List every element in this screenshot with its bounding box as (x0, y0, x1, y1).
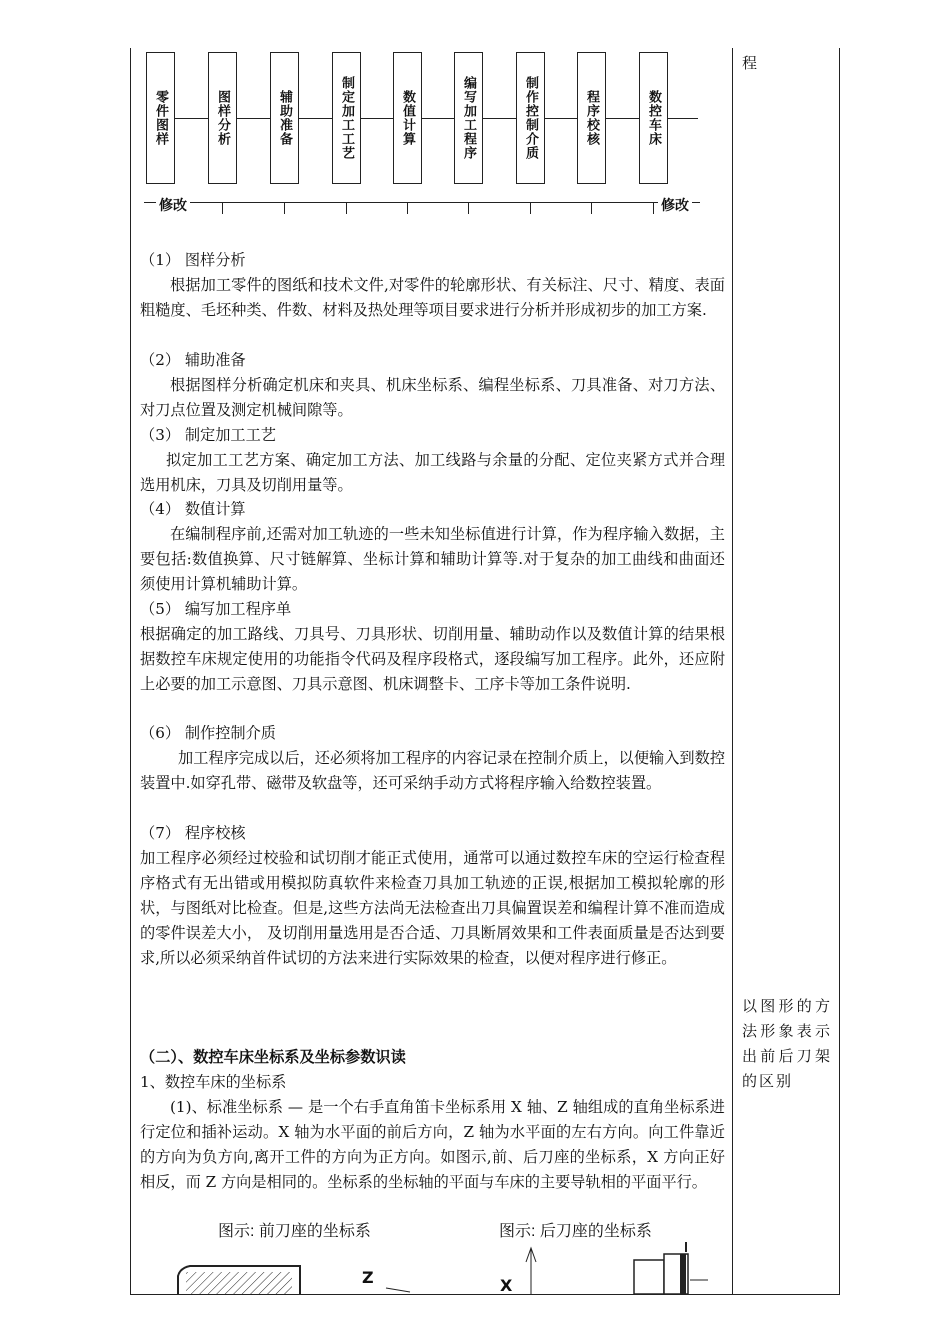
section-7-body: 加工程序必须经过校验和试切削才能正式使用，通常可以通过数控车床的空运行检查程序格式有无出错或用模拟防真软件来检查刀具加工轨迹的正误,根据加工模拟轮廓的形状，与图纸对比检查。但是,这些方法尚无法检查出刀具偏置误差和编程计算不准而造成的零件误差大小， 及切削用量选用是否合适、刀具断屑效果和工件表面质量是否达到要求,所以必须采纳首件试切的方法来进行实际效果的检查，以便对程序进行修正。 (140, 849, 725, 967)
section-1-body: 根据加工零件的图纸和技术文件,对零件的轮廓形状、有关标注、尺寸、精度、表面粗糙度、毛坯种类、件数、材料及热处理等项目要求进行分析并形成初步的加工方案. (140, 276, 725, 319)
flow-step-drawing-analysis: 图样分析 (208, 52, 237, 184)
section-6-body: 加工程序完成以后，还必须将加工程序的内容记录在控制介质上，以便输入到数控装置中.如穿孔带、磁带及软盘等，还可采纳手动方式将程序输入给数控装置。 (140, 749, 725, 792)
part-2-title: （二）、数控车床坐标系及坐标参数识读 (140, 1048, 406, 1066)
feedback-tick (222, 202, 223, 214)
section-7-title: （7） 程序校核 (140, 824, 246, 842)
section-6-title: （6） 制作控制介质 (140, 724, 276, 742)
flow-arrow (237, 118, 270, 119)
feedback-tick (591, 202, 592, 214)
feedback-tick (284, 202, 285, 214)
flow-arrow (422, 118, 454, 119)
section-1-title: （1） 图样分析 (140, 251, 246, 269)
notes-remark: 以图形的方法形象表示出前后刀架的区别 (742, 997, 832, 1090)
front-workpiece (178, 1266, 300, 1294)
flow-step-write-program: 编写加工程序 (454, 52, 483, 184)
front-toolpost-caption: 图示: 前刀座的坐标系 (218, 1223, 371, 1240)
section-5-body: 根据确定的加工路线、刀具号、刀具形状、切削用量、辅助动作以及数值计算的结果根据数控车床规定使用的功能指令代码及程序段格式，逐段编写加工程序。此外，还应附上必要的加工示意图、刀具示意图、机床调整卡、工序卡等加工条件说明. (140, 625, 725, 693)
section-3-title: （3） 制定加工工艺 (140, 426, 276, 444)
flow-arrow (668, 118, 698, 119)
part-2-body: (1)、标准坐标系 — 是一个右手直角笛卡坐标系用 X 轴、Z 轴组成的直角坐标系进行定位和插补运动。X 轴为水平面的前后方向，Z 轴为水平面的左右方向。向工件靠近的方向为负方向,离开工件的方向为正方向。如图示,前、后刀座的坐标系，X 方向正好相反，而 Z 方向是相同的。坐标系的坐标轴的平面与车床的主要导轨相的平面平行。 (140, 1098, 725, 1191)
part-2-subtitle: 1、数控车床的坐标系 (140, 1073, 287, 1091)
front-z-axis-label: Z (362, 1268, 374, 1287)
rear-x-axis (526, 1248, 536, 1294)
rear-toolpost-caption: 图示: 后刀座的坐标系 (499, 1223, 652, 1240)
flow-arrow (606, 118, 639, 119)
flow-step-control-medium: 制作控制介质 (516, 52, 545, 184)
feedback-tick (530, 202, 531, 214)
feedback-label-left: 修改 (156, 195, 190, 215)
flow-arrow (299, 118, 332, 119)
feedback-tick (346, 202, 347, 214)
flow-step-calculation: 数值计算 (393, 52, 422, 184)
section-2-title: （2） 辅助准备 (140, 351, 246, 369)
flow-step-part-drawing: 零件图样 (146, 52, 175, 184)
front-z-axis (386, 1288, 410, 1292)
section-4-title: （4） 数值计算 (140, 500, 246, 518)
feedback-tick (653, 202, 654, 214)
flow-arrow (175, 118, 208, 119)
feedback-tick (468, 202, 469, 214)
flow-step-cnc-lathe: 数控车床 (639, 52, 668, 184)
programming-flowchart (144, 52, 704, 222)
flow-step-process-planning: 制定加工工艺 (332, 52, 361, 184)
notes-column (732, 48, 839, 1294)
feedback-line (144, 202, 700, 203)
flow-arrow (483, 118, 516, 119)
coordinate-figures (160, 1240, 720, 1294)
flow-step-preparation: 辅助准备 (270, 52, 299, 184)
section-4-body: 在编制程序前,还需对加工轨迹的一些未知坐标值进行计算，作为程序输入数据，主要包括:数值换算、尺寸链解算、坐标计算和辅助计算等.对于复杂的加工曲线和曲面还须使用计算机辅助计算。 (140, 525, 725, 593)
rear-x-axis-label: X (500, 1276, 513, 1295)
flow-step-program-check: 程序校核 (577, 52, 606, 184)
section-5-title: （5） 编写加工程序单 (140, 600, 292, 618)
feedback-tick (407, 202, 408, 214)
rear-tool-post (634, 1242, 708, 1294)
flow-arrow (361, 118, 393, 119)
feedback-label-right: 修改 (658, 195, 692, 215)
section-2-body: 根据图样分析确定机床和夹具、机床坐标系、编程坐标系、刀具准备、对刀方法、对刀点位置及测定机械间隙等。 (140, 376, 725, 419)
section-3-body: 拟定加工工艺方案、确定加工方法、加工线路与余量的分配、定位夹紧方式并合理选用机床，刀具及切削用量等。 (140, 451, 725, 494)
flow-arrow (545, 118, 577, 119)
notes-top-text: 程 (742, 54, 758, 72)
